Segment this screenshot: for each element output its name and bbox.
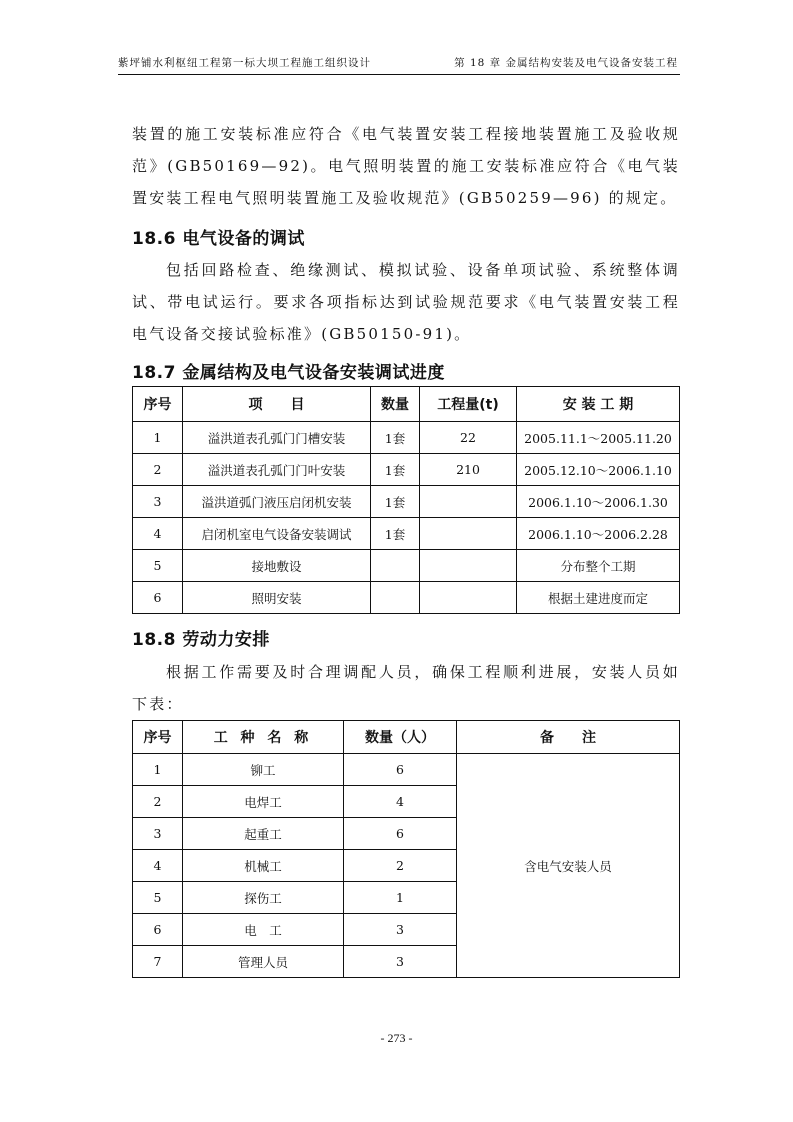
cell-qty: 1套 [371, 454, 420, 486]
section-heading-18-8: 18.8 劳动力安排 [132, 630, 270, 650]
cell-trade: 电 工 [183, 914, 344, 946]
cell-quantity-t [420, 518, 517, 550]
cell-quantity-t [420, 486, 517, 518]
cell-no: 3 [133, 486, 183, 518]
col-header-count: 数量（人） [344, 721, 457, 754]
cell-no: 1 [133, 422, 183, 454]
document-title: 紫坪铺水利枢纽工程第一标大坝工程施工组织设计 [118, 57, 371, 69]
cell-quantity-t: 210 [420, 454, 517, 486]
table-row [133, 582, 680, 614]
labor-table [132, 720, 680, 978]
cell-item: 接地敷设 [183, 550, 371, 582]
cell-trade: 机械工 [183, 850, 344, 882]
col-header-trade: 工 种 名 称 [183, 721, 344, 754]
cell-trade: 起重工 [183, 818, 344, 850]
cell-trade: 铆工 [183, 754, 344, 786]
schedule-table [132, 386, 680, 614]
cell-period: 根据土建进度而定 [517, 582, 680, 614]
cell-item: 启闭机室电气设备安装调试 [183, 518, 371, 550]
cell-no: 3 [133, 818, 183, 850]
cell-qty [371, 550, 420, 582]
table-row [133, 754, 680, 786]
col-header-no: 序号 [133, 721, 183, 754]
cell-period: 2005.11.1～2005.11.20 [517, 422, 680, 454]
table-row [133, 454, 680, 486]
col-header-quantity-t: 工程量(t) [420, 387, 517, 422]
section-18-8-paragraph: 根据工作需要及时合理调配人员，确保工程顺利进展，安装人员如下表： [132, 663, 680, 713]
cell-item: 溢洪道弧门液压启闭机安装 [183, 486, 371, 518]
section-18-6-paragraph: 包括回路检查、绝缘测试、模拟试验、设备单项试验、系统整体调试、带电试运行。要求各项指标达到试验规范要求《电气装置安装工程电气设备交接试验标准》(GB50150-91)。 [132, 261, 680, 343]
section-heading-18-7: 18.7 金属结构及电气设备安装调试进度 [132, 363, 445, 383]
cell-count: 6 [344, 754, 457, 786]
page-number: - 273 - [380, 1031, 413, 1045]
cell-period: 2006.1.10～2006.1.30 [517, 486, 680, 518]
cell-no: 4 [133, 850, 183, 882]
col-header-qty: 数量 [371, 387, 420, 422]
table-row [133, 550, 680, 582]
cell-item: 溢洪道表孔弧门门槽安装 [183, 422, 371, 454]
cell-quantity-t [420, 550, 517, 582]
intro-paragraph: 装置的施工安装标准应符合《电气装置安装工程接地装置施工及验收规范》(GB50169—92)。电气照明装置的施工安装标准应符合《电气装置安装工程电气照明装置施工及验收规范》(GB50259—96) 的规定。 [132, 125, 680, 207]
cell-period: 分布整个工期 [517, 550, 680, 582]
cell-qty [371, 582, 420, 614]
cell-count: 6 [344, 818, 457, 850]
table-header-row [133, 721, 680, 754]
cell-trade: 管理人员 [183, 946, 344, 978]
cell-no: 5 [133, 550, 183, 582]
cell-trade: 电焊工 [183, 786, 344, 818]
cell-quantity-t: 22 [420, 422, 517, 454]
chapter-title: 第 18 章 金属结构安装及电气设备安装工程 [454, 57, 678, 69]
col-header-remark: 备 注 [457, 721, 680, 754]
cell-quantity-t [420, 582, 517, 614]
cell-qty: 1套 [371, 422, 420, 454]
cell-count: 3 [344, 914, 457, 946]
cell-item: 溢洪道表孔弧门门叶安装 [183, 454, 371, 486]
cell-no: 5 [133, 882, 183, 914]
cell-item: 照明安装 [183, 582, 371, 614]
cell-no: 1 [133, 754, 183, 786]
table-row [133, 486, 680, 518]
col-header-item: 项 目 [183, 387, 371, 422]
cell-count: 3 [344, 946, 457, 978]
table-row [133, 422, 680, 454]
table-row [133, 518, 680, 550]
cell-count: 2 [344, 850, 457, 882]
cell-qty: 1套 [371, 518, 420, 550]
cell-qty: 1套 [371, 486, 420, 518]
cell-remark: 含电气安装人员 [457, 754, 680, 978]
cell-no: 7 [133, 946, 183, 978]
table-header-row [133, 387, 680, 422]
col-header-period: 安 装 工 期 [517, 387, 680, 422]
cell-no: 2 [133, 454, 183, 486]
cell-period: 2006.1.10～2006.2.28 [517, 518, 680, 550]
cell-count: 1 [344, 882, 457, 914]
cell-no: 6 [133, 914, 183, 946]
cell-no: 2 [133, 786, 183, 818]
cell-trade: 探伤工 [183, 882, 344, 914]
col-header-no: 序号 [133, 387, 183, 422]
cell-no: 4 [133, 518, 183, 550]
cell-period: 2005.12.10～2006.1.10 [517, 454, 680, 486]
section-heading-18-6: 18.6 电气设备的调试 [132, 229, 305, 249]
cell-count: 4 [344, 786, 457, 818]
page-header [118, 52, 680, 75]
cell-no: 6 [133, 582, 183, 614]
